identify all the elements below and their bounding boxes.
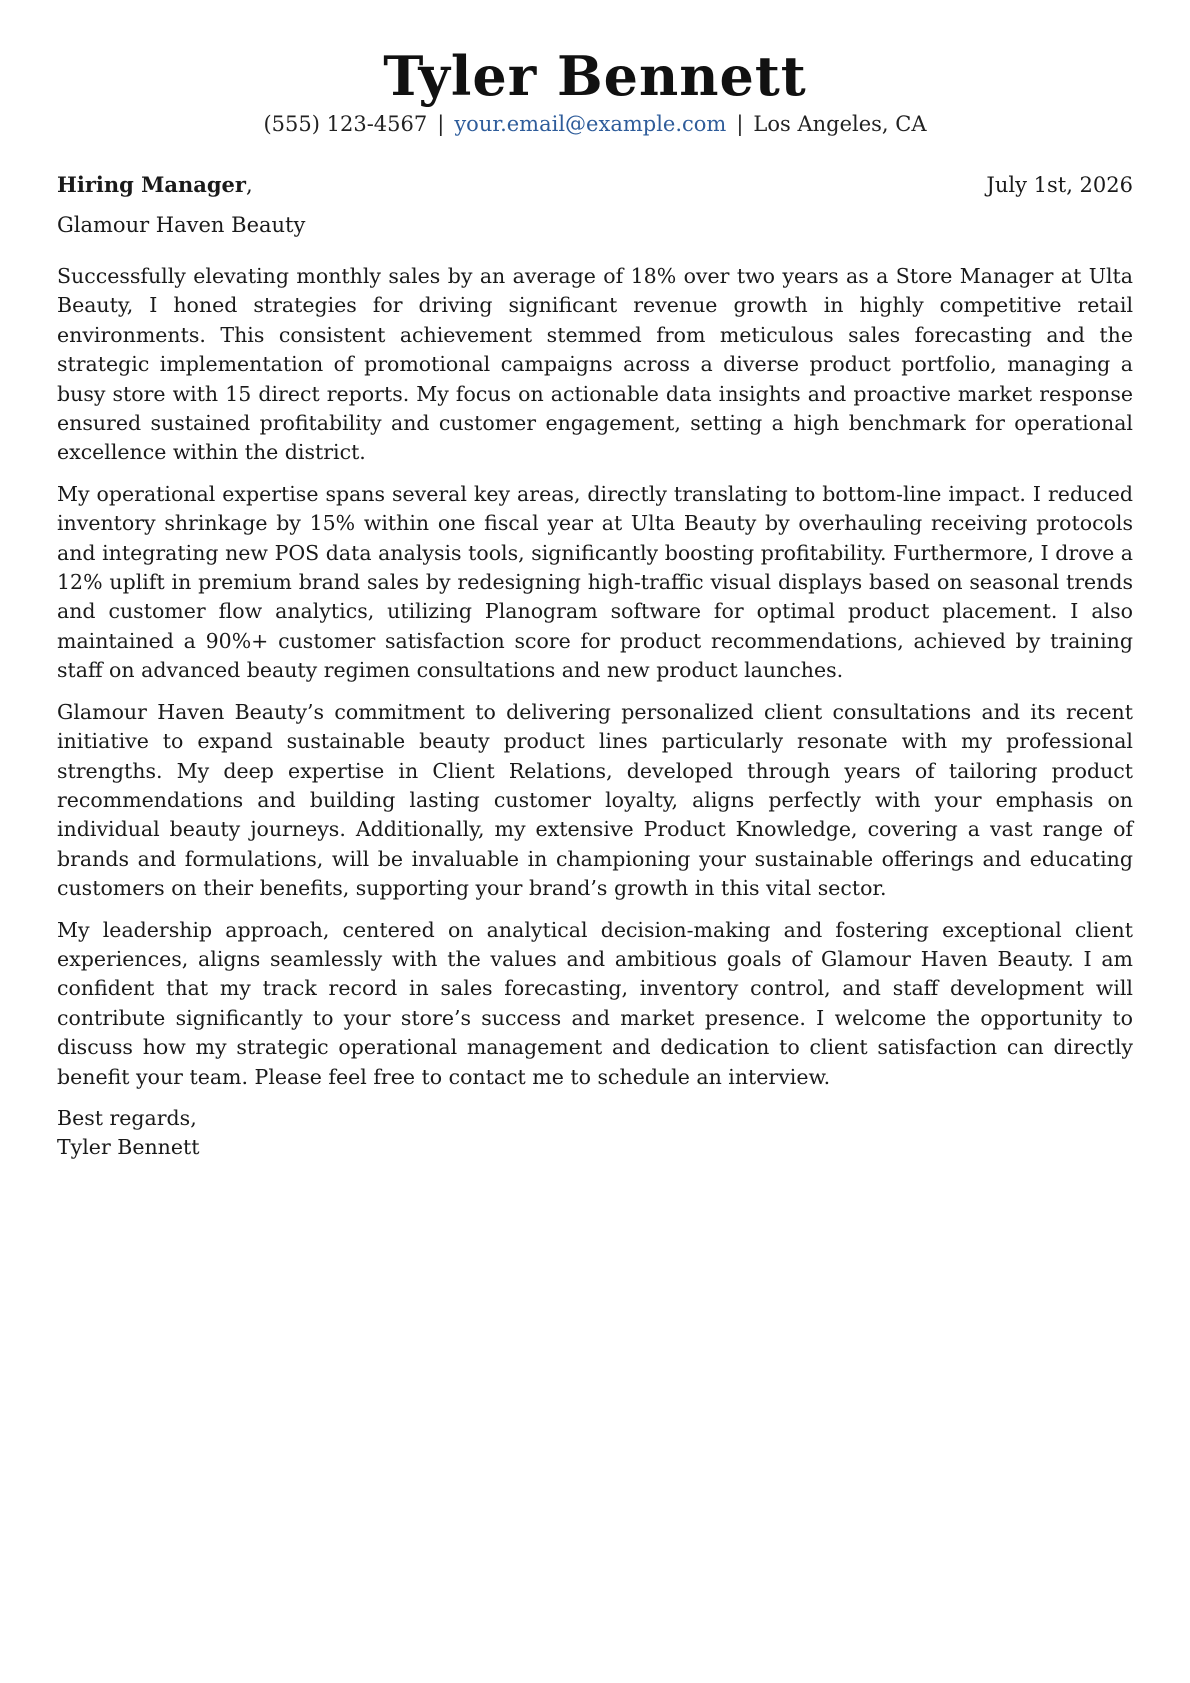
recipient [57,170,253,200]
body-paragraph: My operational expertise spans several key areas, directly translating to bottom-line impact. I reduced inventory shrinkage by 15% within one fiscal year at Ulta Beauty by overhauling receiving protocols and integrating new POS data analysis tools, significantly boosting profitability. Furthermore, I drove a 12% uplift in premium brand sales by redesigning high-traffic visual displays based on seasonal trends and customer flow analytics, utilizing Planogram software for optimal product placement. I also maintained a 90%+ customer satisfaction score for product recommendations, achieved by training staff on advanced beauty regimen consultations and new product launches. [57,481,1133,683]
signature-name: Tyler Bennett [57,1135,200,1160]
contact-separator: | [437,112,445,136]
letter-date: July 1st, 2026 [986,173,1133,197]
contact-separator: | [736,112,744,136]
applicant-name: Tyler Bennett [383,44,807,108]
recipient-title: Hiring Manager [57,172,246,197]
email-link[interactable]: your.email@example.com [454,112,727,136]
closing-salutation: Best regards, [57,1105,197,1130]
phone-number: (555) 123-4567 [263,112,428,136]
body-paragraph: Glamour Haven Beauty’s commitment to delivering personalized client consultations and its recent initiative to expand sustainable beauty product lines particularly resonate with my professional strengths. My deep expertise in Client Relations, developed through years of tailoring product recommendations and building lasting customer loyalty, aligns perfectly with your emphasis on individual beauty journeys. Additionally, my extensive Product Knowledge, covering a vast range of brands and formulations, will be invaluable in championing your sustainable offerings and educating customers on their benefits, supporting your brand’s growth in this vital sector. [57,699,1133,901]
letter-body [57,262,1133,1092]
closing-block [57,1104,1133,1163]
recipient-date-row [57,170,1133,200]
body-paragraph: Successfully elevating monthly sales by an average of 18% over two years as a Store Manager at Ulta Beauty, I honed strategies for driving significant revenue growth in highly competitive retail environments. This consistent achievement stemmed from meticulous sales forecasting and the strategic implementation of promotional campaigns across a diverse product portfolio, managing a busy store with 15 direct reports. My focus on actionable data insights and proactive market response ensured sustained profitability and customer engagement, setting a high benchmark for operational excellence within the district. [57,264,1133,465]
contact-line [57,110,1133,138]
location: Los Angeles, CA [753,112,927,136]
body-paragraph: My leadership approach, centered on analytical decision-making and fostering exceptional client experiences, aligns seamlessly with the values and ambitious goals of Glamour Haven Beauty. I am confident that my track record in sales forecasting, inventory control, and staff development will contribute significantly to your store’s success and market presence. I welcome the opportunity to discuss how my strategic operational management and dedication to client satisfaction can directly benefit your team. Please feel free to contact me to schedule an interview. [57,917,1133,1089]
recipient-comma: , [245,173,253,197]
company-name: Glamour Haven Beauty [57,213,306,237]
